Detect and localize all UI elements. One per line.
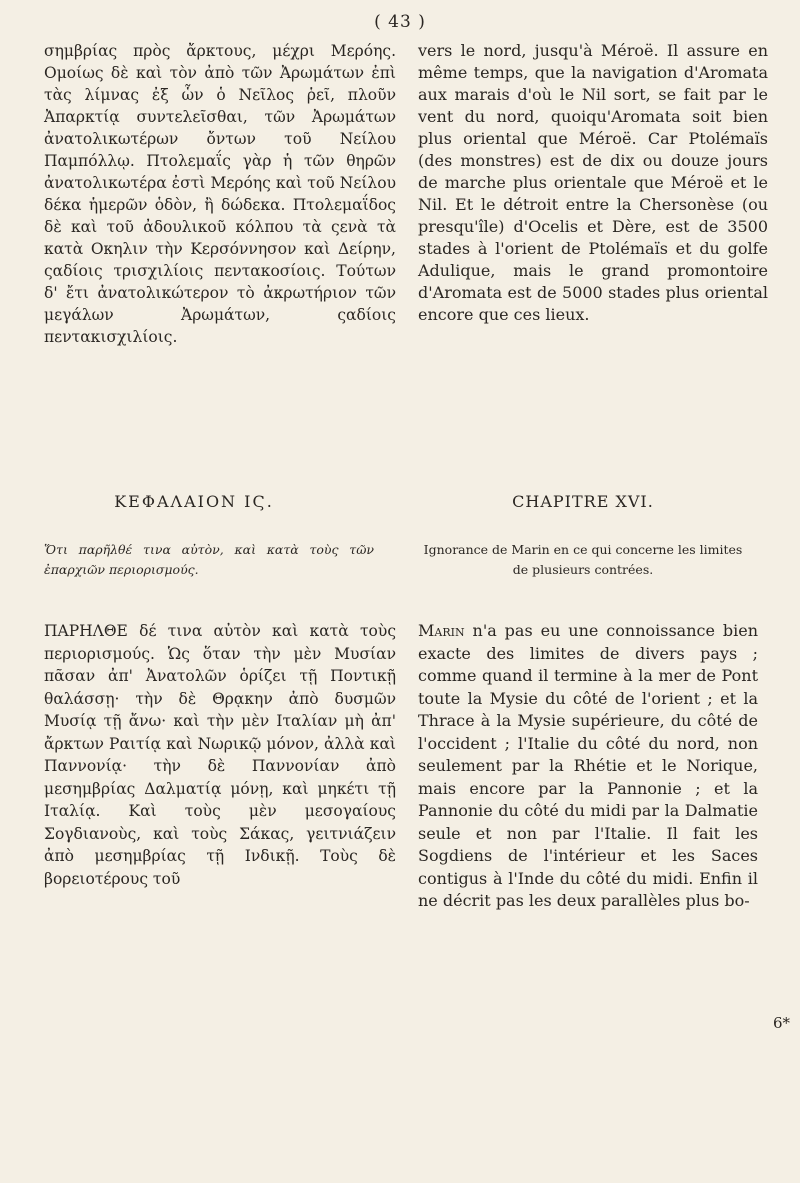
french-body-text: n'a pas eu une connoissance bien exacte des limites de divers pays ; comme quand il termine à la mer de Pont toute la Mysie du côté de l'orient ; et la Thrace à la Mysie supérieure, du côté de l'occident ; l'Italie du côté du nord, non seulement par la Rhétie et le Norique, mais encore par la Pannonie ; et la Pannonie du côté du midi par la Dalmatie seule et non par l'Italie. Il fait les Sogdiens de l'intérieur et les Saces contigus à l'Inde du côté du midi. Enfin il ne décrit pas les deux parallèles plus bo-	[418, 621, 758, 910]
french-body-paragraph	[418, 620, 758, 913]
greek-chapter-summary: Ὅτι παρῆλθέ τινα αὐτὸν, καὶ κατὰ τοὺς τῶν ἐπαρχιῶν περιορισμούς.	[44, 542, 374, 577]
greek-top-paragraph: σημβρίας πρὸς ἄρκτους, μέχρι Μερόης. Ομοίως δὲ καὶ τὸν ἀπὸ τῶν Ἀρωμάτων ἐπὶ τὰς λίμνας ἐξ ὧν ὁ Νεῖλος ῥεῖ, πλοῦν Ἀπαρκτίᾳ συντελεῖσθαι, τῶν Ἀρωμάτων ἀνατολικωτέρων ὄντων τοῦ Νείλου Παμπόλλῳ. Πτολεμαΐς γὰρ ἡ τῶν θηρῶν ἀνατολικωτέρα ἐστὶ Μερόης καὶ τοῦ Νείλου δέκα ἡμερῶν ὁδὸν, ἢ δώδεκα. Πτολεμαΐδος δὲ καὶ τοῦ ἀδουλικοῦ κόλπου τὰ ςενὰ τὰ κατὰ Οκηλιν τὴν Κερσόννησον καὶ Δείρην, ςαδίοις τρισχιλίοις πεντακοσίοις. Τούτων δ' ἔτι ἀνατολικώτερον τὸ ἀκρωτήριον τῶν μεγάλων Ἀρωμάτων, ςαδίοις πεντακισχιλίοις.	[44, 42, 396, 346]
french-top-paragraph: vers le nord, jusqu'à Méroë. Il assure en même temps, que la navigation d'Aromata aux marais d'où le Nil sort, se fait par le vent du nord, quoiqu'Aromata soit bien plus oriental que Méroë. Car Ptolémaïs (des monstres) est de dix ou douze jours de marche plus orientale que Méroë et le Nil. Et le détroit entre la Chersonèse (ou presqu'île) d'Ocelis et Dère, est de 3500 stades à l'orient de Ptolémaïs et du golfe Adulique, mais le grand promontoire d'Aromata est de 5000 stades plus oriental encore que ces lieux.	[418, 41, 768, 324]
french-chapter-summary: Ignorance de Marin en ce qui concerne les limites de plusieurs contrées.	[423, 542, 743, 577]
greek-chapter-body	[44, 620, 396, 890]
french-column	[418, 40, 768, 910]
greek-column	[44, 40, 396, 888]
greek-chapter-heading: ΚΕΦΑΛΑΙΟΝ ΙϚ.	[114, 492, 274, 511]
signature-mark: 6*	[772, 1014, 790, 1032]
french-chapter-heading: CHAPITRE XVI.	[512, 492, 654, 511]
greek-body-paragraph: ΠΑΡΗΛΘΕ δέ τινα αὐτὸν καὶ κατὰ τοὺς περιορισμούς. Ὡς ὅταν τὴν μὲν Μυσίαν πᾶσαν ἀπ' Ἀνατολῶν ὁρίζει τῇ Ποντικῇ θαλάσσῃ· τὴν δὲ Θρᾳκην ἀπὸ δυσμῶν Μυσίᾳ τῇ ἄνω· καὶ τὴν μὲν Ιταλίαν μὴ ἀπ' ἄρκτων Ραιτίᾳ καὶ Νωρικῷ μόνον, ἀλλὰ καὶ Παννονίᾳ· τὴν δὲ Παννονίαν ἀπὸ μεσημβρίας Δαλματίᾳ μόνῃ, καὶ μηκέτι τῇ Ιταλίᾳ. Καὶ τοὺς μὲν μεσογαίους Σογδιανοὺς, καὶ τοὺς Σάκας, γειτνιάζειν ἀπὸ μεσημβρίας τῇ Ινδικῇ. Τοὺς δὲ βορειοτέρους τοῦ	[44, 622, 396, 888]
french-chapter-body	[418, 620, 758, 913]
french-body-lead: Marin	[418, 621, 465, 640]
page-number: ( 43 )	[374, 12, 426, 32]
